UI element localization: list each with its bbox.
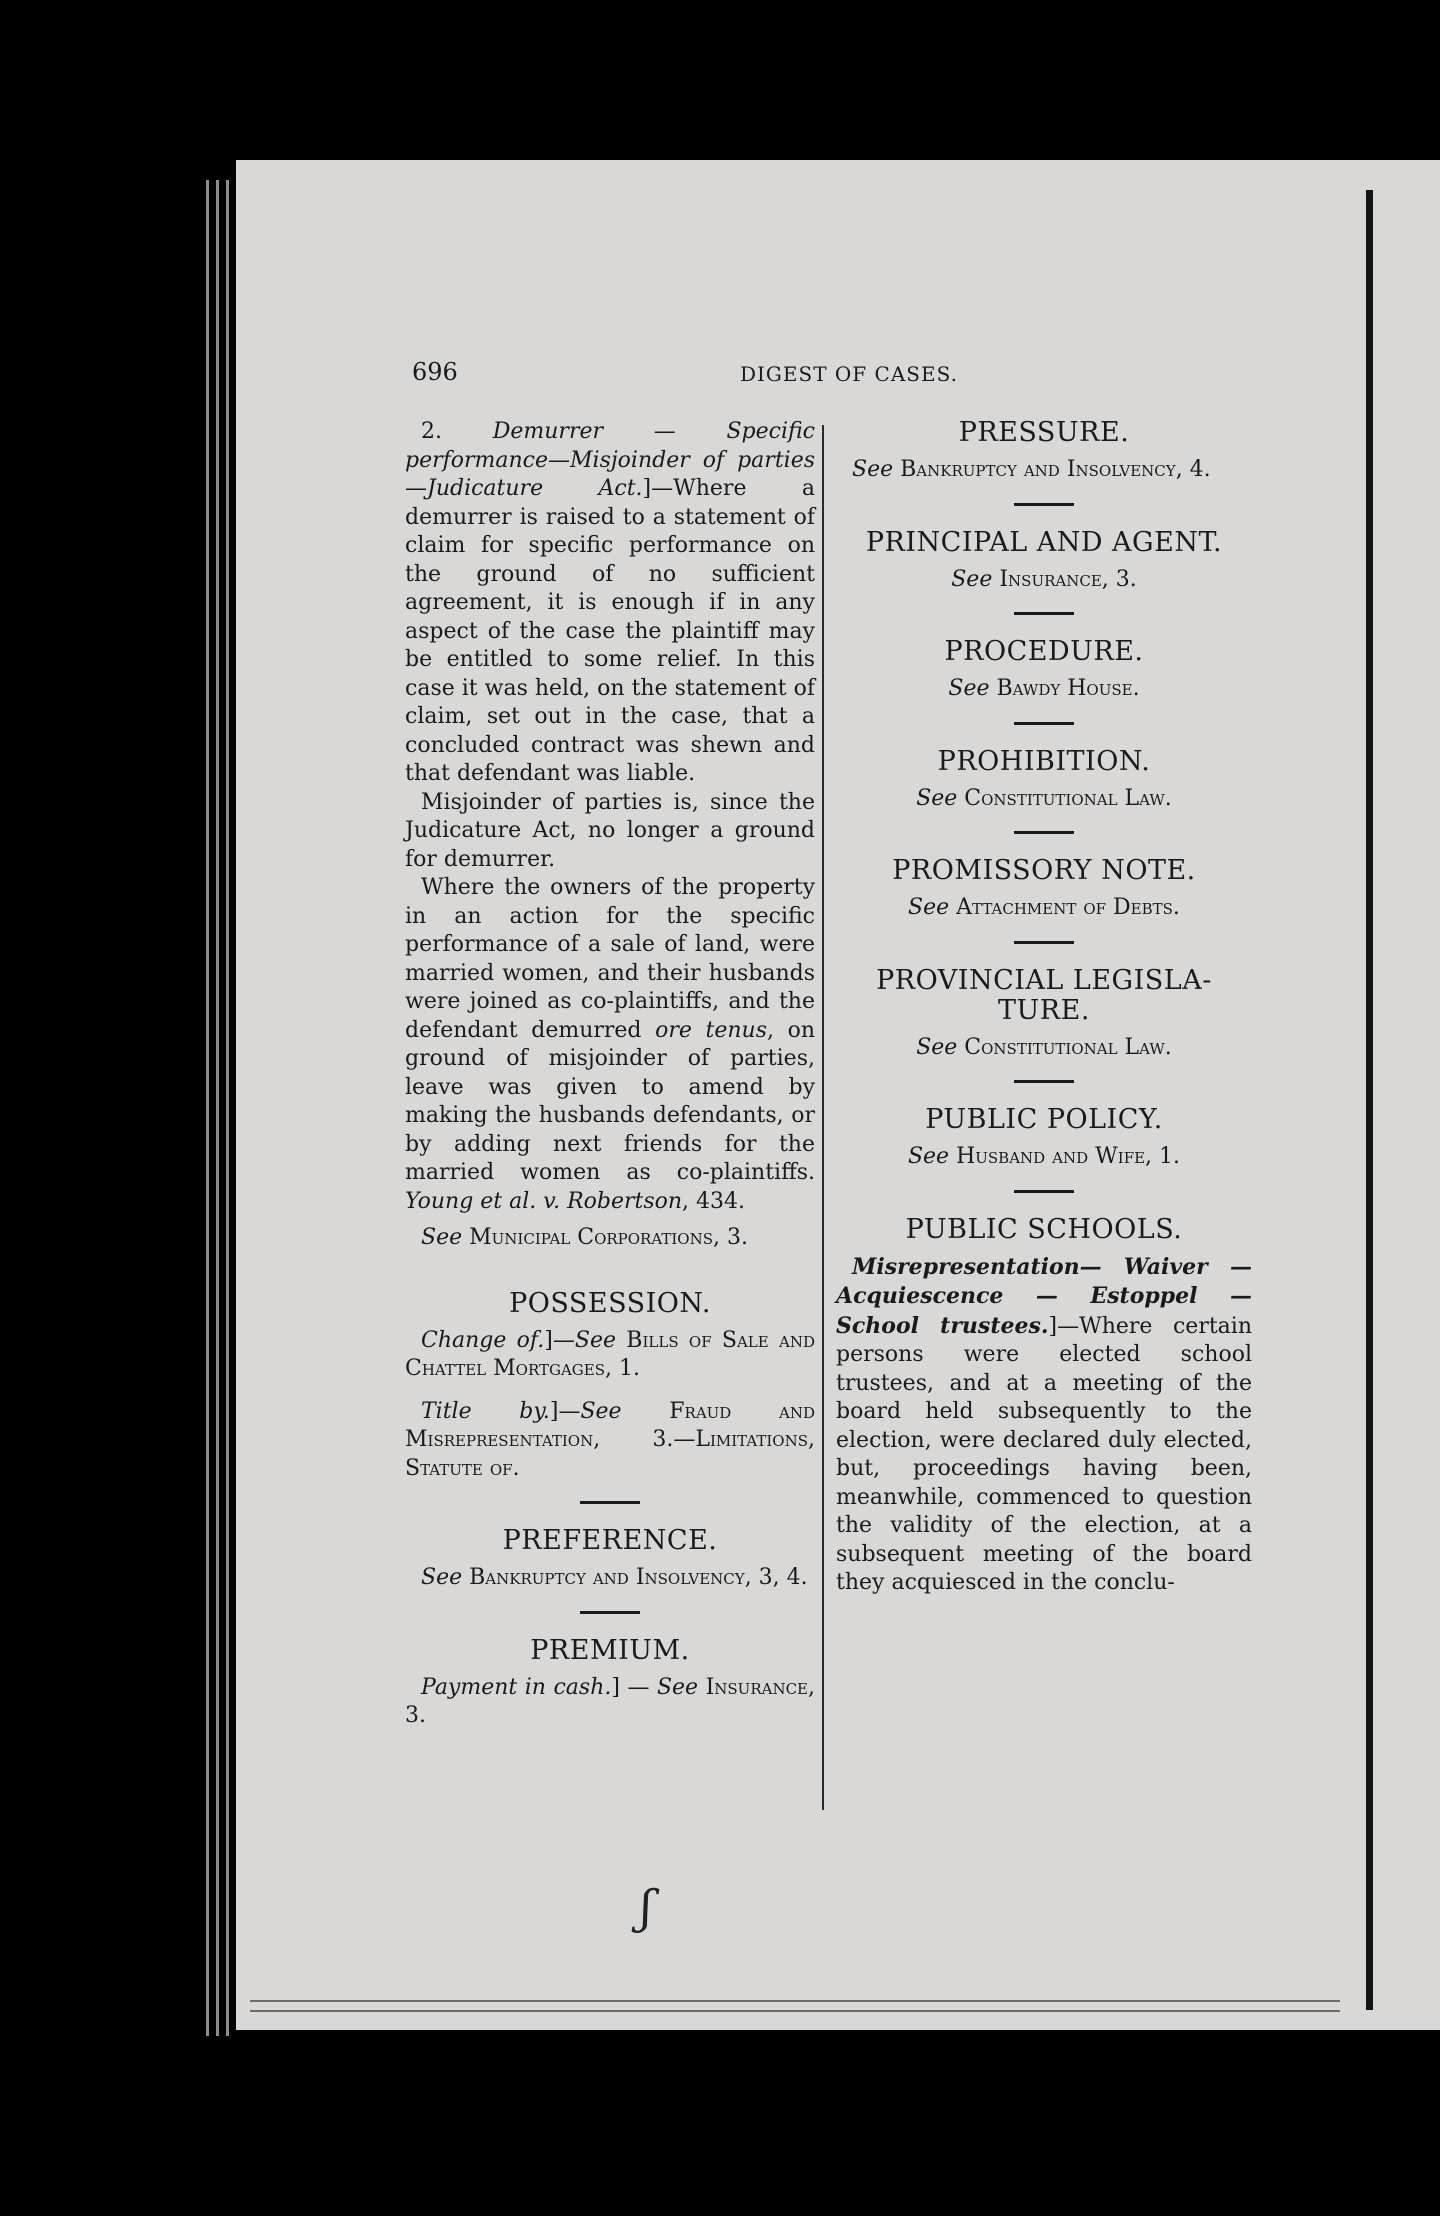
reference-text: Constitutional Law.: [957, 1034, 1172, 1060]
cross-reference: [836, 785, 1252, 814]
section-rule: [1014, 612, 1074, 615]
paragraph-misjoinder: Misjoinder of parties is, since the Judicature Act, no longer a ground for demurrer.: [405, 789, 815, 872]
heading-premium: PREMIUM.: [530, 1634, 690, 1666]
see-label: See: [421, 1225, 463, 1250]
column-divider: [822, 425, 824, 1810]
section-rule: [1014, 1190, 1074, 1193]
entry-heading: Payment in cash.: [421, 1674, 612, 1700]
heading-provincial-legislature-2: TURE.: [998, 994, 1090, 1026]
page-edge: [216, 180, 219, 2036]
entry-body: ]—Where a demurrer is raised to a statement of claim for specific performance on the ground of no sufficient agreement, it is enough if in any aspect of the case the plaintiff may be entitled to some relief. In this case it was held, on the statement of claim, set out in the case, that a concluded contract was shewn and that defendant was liable.: [405, 476, 815, 786]
section-rule: [1014, 941, 1074, 944]
cross-reference: [836, 675, 1252, 704]
paragraph-text: , 434.: [682, 1188, 746, 1214]
reference-text: Constitutional Law.: [957, 785, 1172, 811]
reference-text: Municipal Corporations, 3.: [462, 1225, 748, 1250]
reference-text: Bills of Sale and Chattel Mortgages, 1.: [405, 1327, 815, 1381]
entry-change-of: [405, 1327, 815, 1384]
separator: ] —: [611, 1674, 657, 1700]
reference-text: Husband and Wife, 1.: [949, 1144, 1181, 1169]
section-rule: [1014, 1080, 1074, 1083]
paragraph-text: Where the owners of the property in an action for the specific performance of a sale of land, were married women, and their husbands were joined as co-plaintiffs, and the defendant demurred: [405, 875, 815, 1043]
page-number: 696: [412, 358, 458, 386]
entry-payment: [405, 1674, 815, 1731]
pencil-mark: ʃ: [640, 1880, 653, 1934]
see-label: See: [951, 566, 993, 592]
see-label: See: [908, 895, 950, 920]
cross-reference: [836, 566, 1252, 595]
entry-heading: Change of.: [421, 1327, 545, 1353]
see-label: See: [852, 457, 894, 482]
cross-reference: [836, 1143, 1252, 1172]
right-column: [836, 418, 1252, 1598]
reference-text: Bawdy House.: [989, 676, 1140, 701]
see-label: See: [574, 1327, 617, 1353]
separator: ]—: [544, 1327, 575, 1353]
heading-possession: POSSESSION.: [509, 1287, 711, 1319]
entry-public-schools: [836, 1253, 1252, 1598]
heading-principal-agent: PRINCIPAL AND AGENT.: [865, 526, 1223, 558]
cross-reference: [836, 1034, 1252, 1063]
heading-provincial-legislature-1: PROVINCIAL LEGISLA-: [876, 964, 1212, 996]
reference-text: Attachment of Debts.: [949, 895, 1180, 920]
entry-title-by: [405, 1398, 815, 1484]
paragraph-text: , on ground of misjoinder of parties, leave was given to amend by making the husbands defendants, or by adding next friends for the married women as co-plaintiffs.: [405, 1017, 815, 1185]
latin-term: ore tenus: [655, 1017, 767, 1043]
section-rule: [1014, 722, 1074, 725]
entry-heading: Title by.: [421, 1398, 550, 1424]
case-citation: Young et al. v. Robertson: [405, 1188, 683, 1214]
reference-text: Fraud and Misrepresentation, 3.—Limitations, Statute of.: [405, 1398, 815, 1481]
page-edge: [206, 180, 209, 2036]
entry-number: 2.: [421, 419, 493, 444]
section-rule: [1014, 831, 1074, 834]
binding-rule: [1366, 190, 1373, 2010]
reference-text: Insurance, 3.: [405, 1674, 815, 1728]
see-label: See: [907, 1144, 950, 1169]
separator: ]—: [549, 1398, 581, 1424]
entry-heading: Misrepresentation— Waiver — Acquiescence — Estoppel — School trustees.: [836, 1253, 1252, 1339]
heading-public-schools: PUBLIC SCHOOLS.: [905, 1213, 1183, 1245]
left-column: [405, 418, 815, 1731]
page-edge: [226, 180, 229, 2036]
reference-text: Bankruptcy and Insolvency, 3, 4.: [462, 1565, 808, 1590]
cross-reference: [836, 456, 1252, 485]
see-label: See: [421, 1565, 463, 1590]
cross-reference: [836, 894, 1252, 923]
see-label: See: [580, 1398, 622, 1424]
page-bottom-edge: [250, 2010, 1340, 2012]
section-rule: [580, 1611, 640, 1614]
entry-demurrer: [405, 418, 815, 789]
heading-preference: PREFERENCE.: [502, 1525, 718, 1556]
heading-procedure: PROCEDURE.: [944, 636, 1144, 667]
page-header: [412, 358, 972, 388]
page-bottom-edge: [250, 2000, 1340, 2002]
entry-heading: Demurrer — Specific performance—Misjoinder of parties—Judicature Act.: [405, 419, 815, 501]
see-label: See: [948, 676, 990, 701]
section-rule: [1014, 503, 1074, 506]
see-label: See: [916, 1034, 958, 1060]
see-label: See: [656, 1674, 699, 1700]
heading-promissory-note: PROMISSORY NOTE.: [892, 855, 1196, 886]
heading-public-policy: PUBLIC POLICY.: [925, 1104, 1163, 1135]
cross-reference: [405, 1224, 815, 1253]
heading-pressure: PRESSURE.: [958, 417, 1130, 448]
heading-prohibition: PROHIBITION.: [937, 745, 1151, 777]
section-rule: [580, 1501, 640, 1504]
reference-text: Insurance, 3.: [992, 566, 1137, 592]
reference-text: Bankruptcy and Insolvency, 4.: [893, 457, 1211, 482]
see-label: See: [916, 785, 958, 811]
entry-body: ]—Where certain persons were elected school trustees, and at a meeting of the board held subsequently to the election, were declared duly elected, but, proceedings having been, meanwhile, commenced to question the validity of the election, at a subsequent meeting of the board they acquiesced in the conclu-: [836, 1313, 1253, 1595]
paragraph-owners: [405, 874, 815, 1216]
running-head: DIGEST OF CASES.: [740, 362, 958, 386]
cross-reference: [405, 1564, 815, 1593]
